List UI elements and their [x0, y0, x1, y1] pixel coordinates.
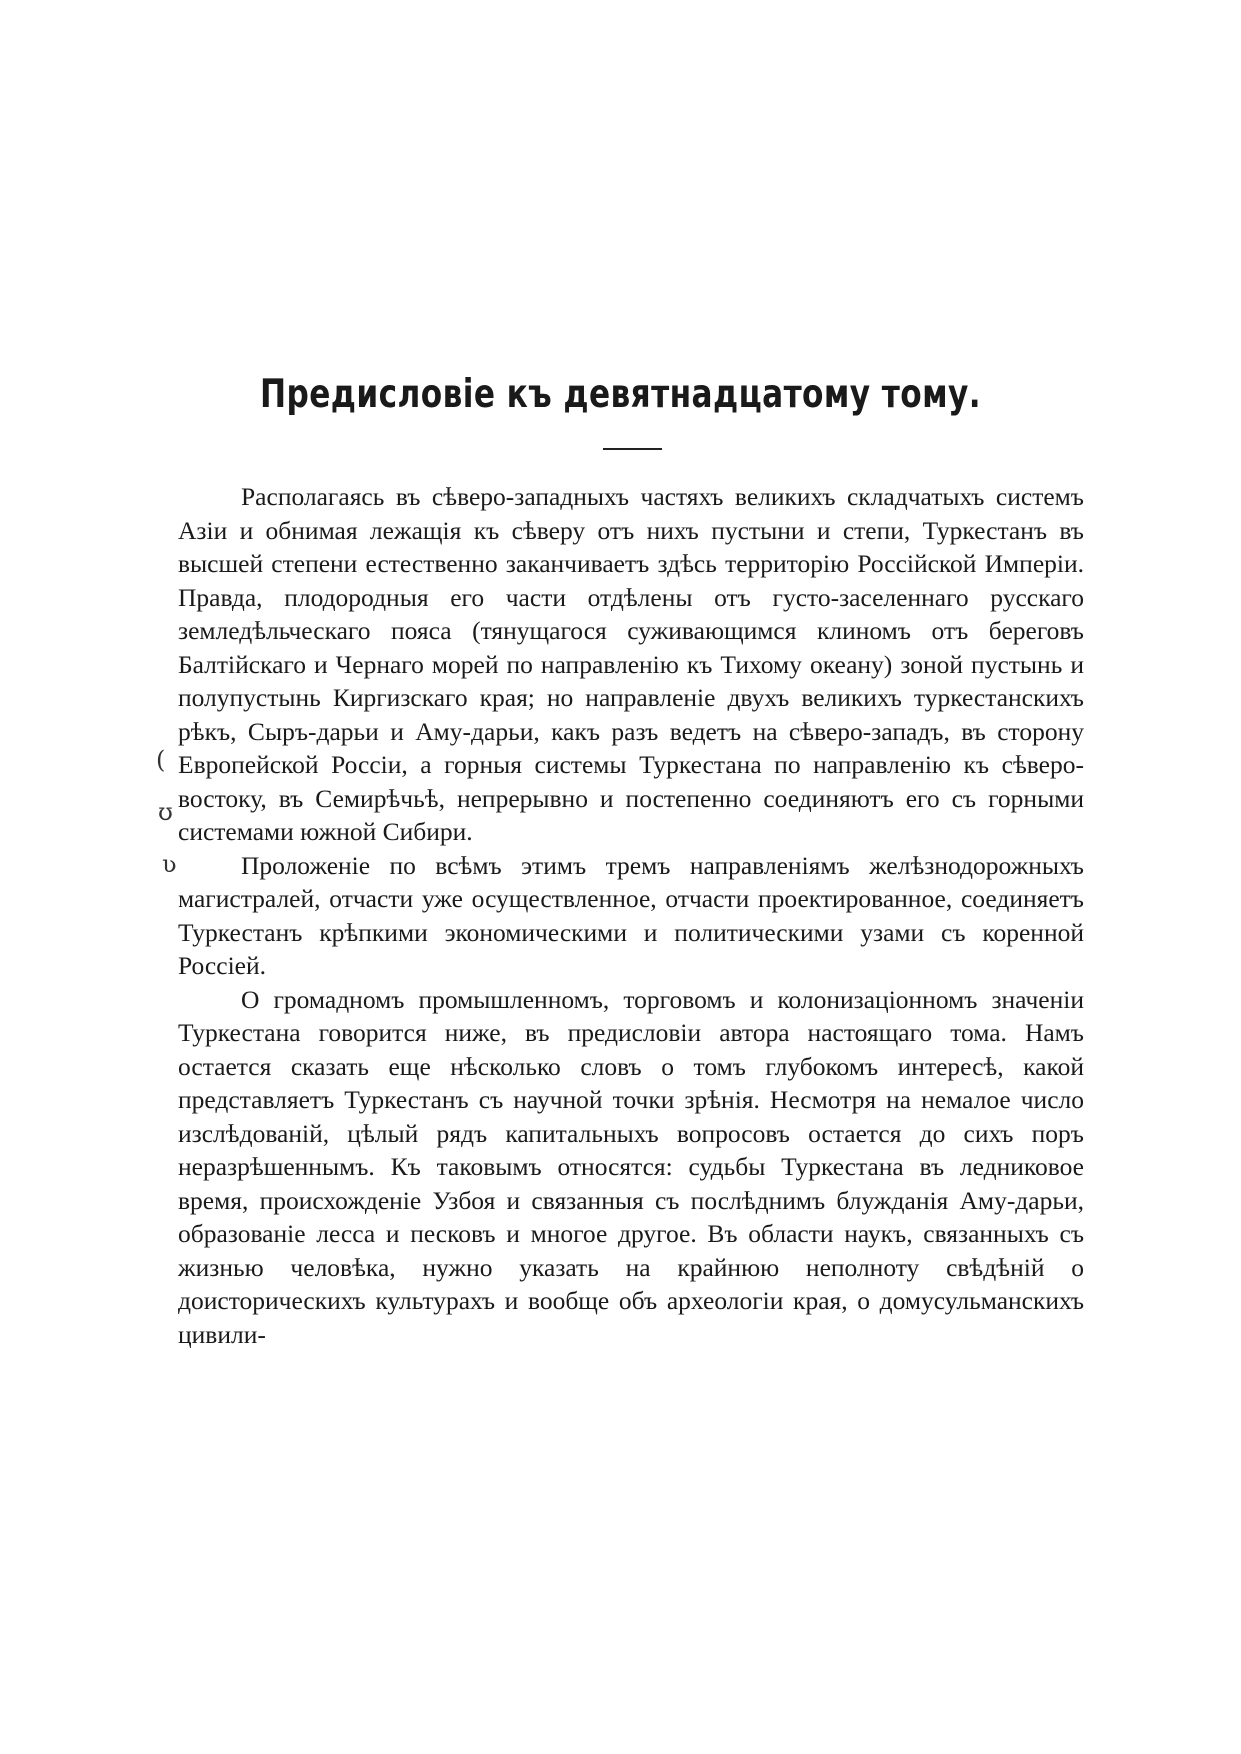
margin-mark-bracket-low: ʋ	[162, 850, 177, 878]
margin-mark-bracket-mid: ʊ	[158, 798, 173, 826]
page-title: Предисловіе къ девятнадцатому тому.	[259, 372, 982, 417]
paragraph-1: Располагаясь въ сѣверо-западныхъ частяхъ великихъ складчатыхъ системъ Азіи и обнимая лежащія къ сѣверу отъ нихъ пустыни и степи, Туркестанъ въ высшей степени естественно заканчиваетъ здѣсь территорію Россійской Имперіи. Правда, плодородныя его части отдѣлены отъ густо-заселеннаго русскаго земледѣльческаго пояса (тянущагося суживающимся клиномъ отъ береговъ Балтійскаго и Чернаго морей по направленію къ Тихому океану) зоной пустынь и полупустынь Киргизскаго края; но направленіе двухъ великихъ туркестанскихъ рѣкъ, Сыръ-дарьи и Аму-дарьи, какъ разъ ведетъ на сѣверо-западъ, въ сторону Европейской Россіи, а горныя системы Туркестана по направленію къ сѣверо-востоку, въ Семирѣчьѣ, непрерывно и постепенно соединяютъ его съ горными системами южной Сибири.	[178, 482, 1084, 846]
paragraph-2: Проложеніе по всѣмъ этимъ тремъ направленіямъ желѣзнодорожныхъ магистралей, отчасти уже осуществленное, отчасти проектированное, соединяетъ Туркестанъ крѣпкими экономическими и политическими узами съ коренной Россіей.	[178, 850, 1084, 980]
title-divider	[603, 448, 662, 450]
paragraph-3: О громадномъ промышленномъ, торговомъ и колонизаціонномъ значеніи Туркестана говорится ниже, въ предисловіи автора настоящаго тома. Намъ остается сказать еще нѣсколько словъ о томъ глубокомъ интересѣ, какой представляетъ Туркестанъ съ научной точки зрѣнія. Несмотря на немалое число изслѣдованій, цѣлый рядъ капитальныхъ вопросовъ остается до сихъ поръ неразрѣшеннымъ. Къ таковымъ относятся: судьбы Туркестана въ ледниковое время, происхожденіе Узбоя и связанныя съ послѣднимъ блужданія Аму-дарьи, образованіе лесса и песковъ и многое другое. Въ области наукъ, связанныхъ съ жизнью человѣка, нужно указать на крайнюю неполноту свѣдѣній о доисторическихъ культурахъ и вообще объ археологіи края, о домусульманскихъ цивили-	[178, 984, 1084, 1349]
body-text	[178, 480, 1084, 1351]
margin-mark-bracket-top: (	[156, 746, 166, 774]
